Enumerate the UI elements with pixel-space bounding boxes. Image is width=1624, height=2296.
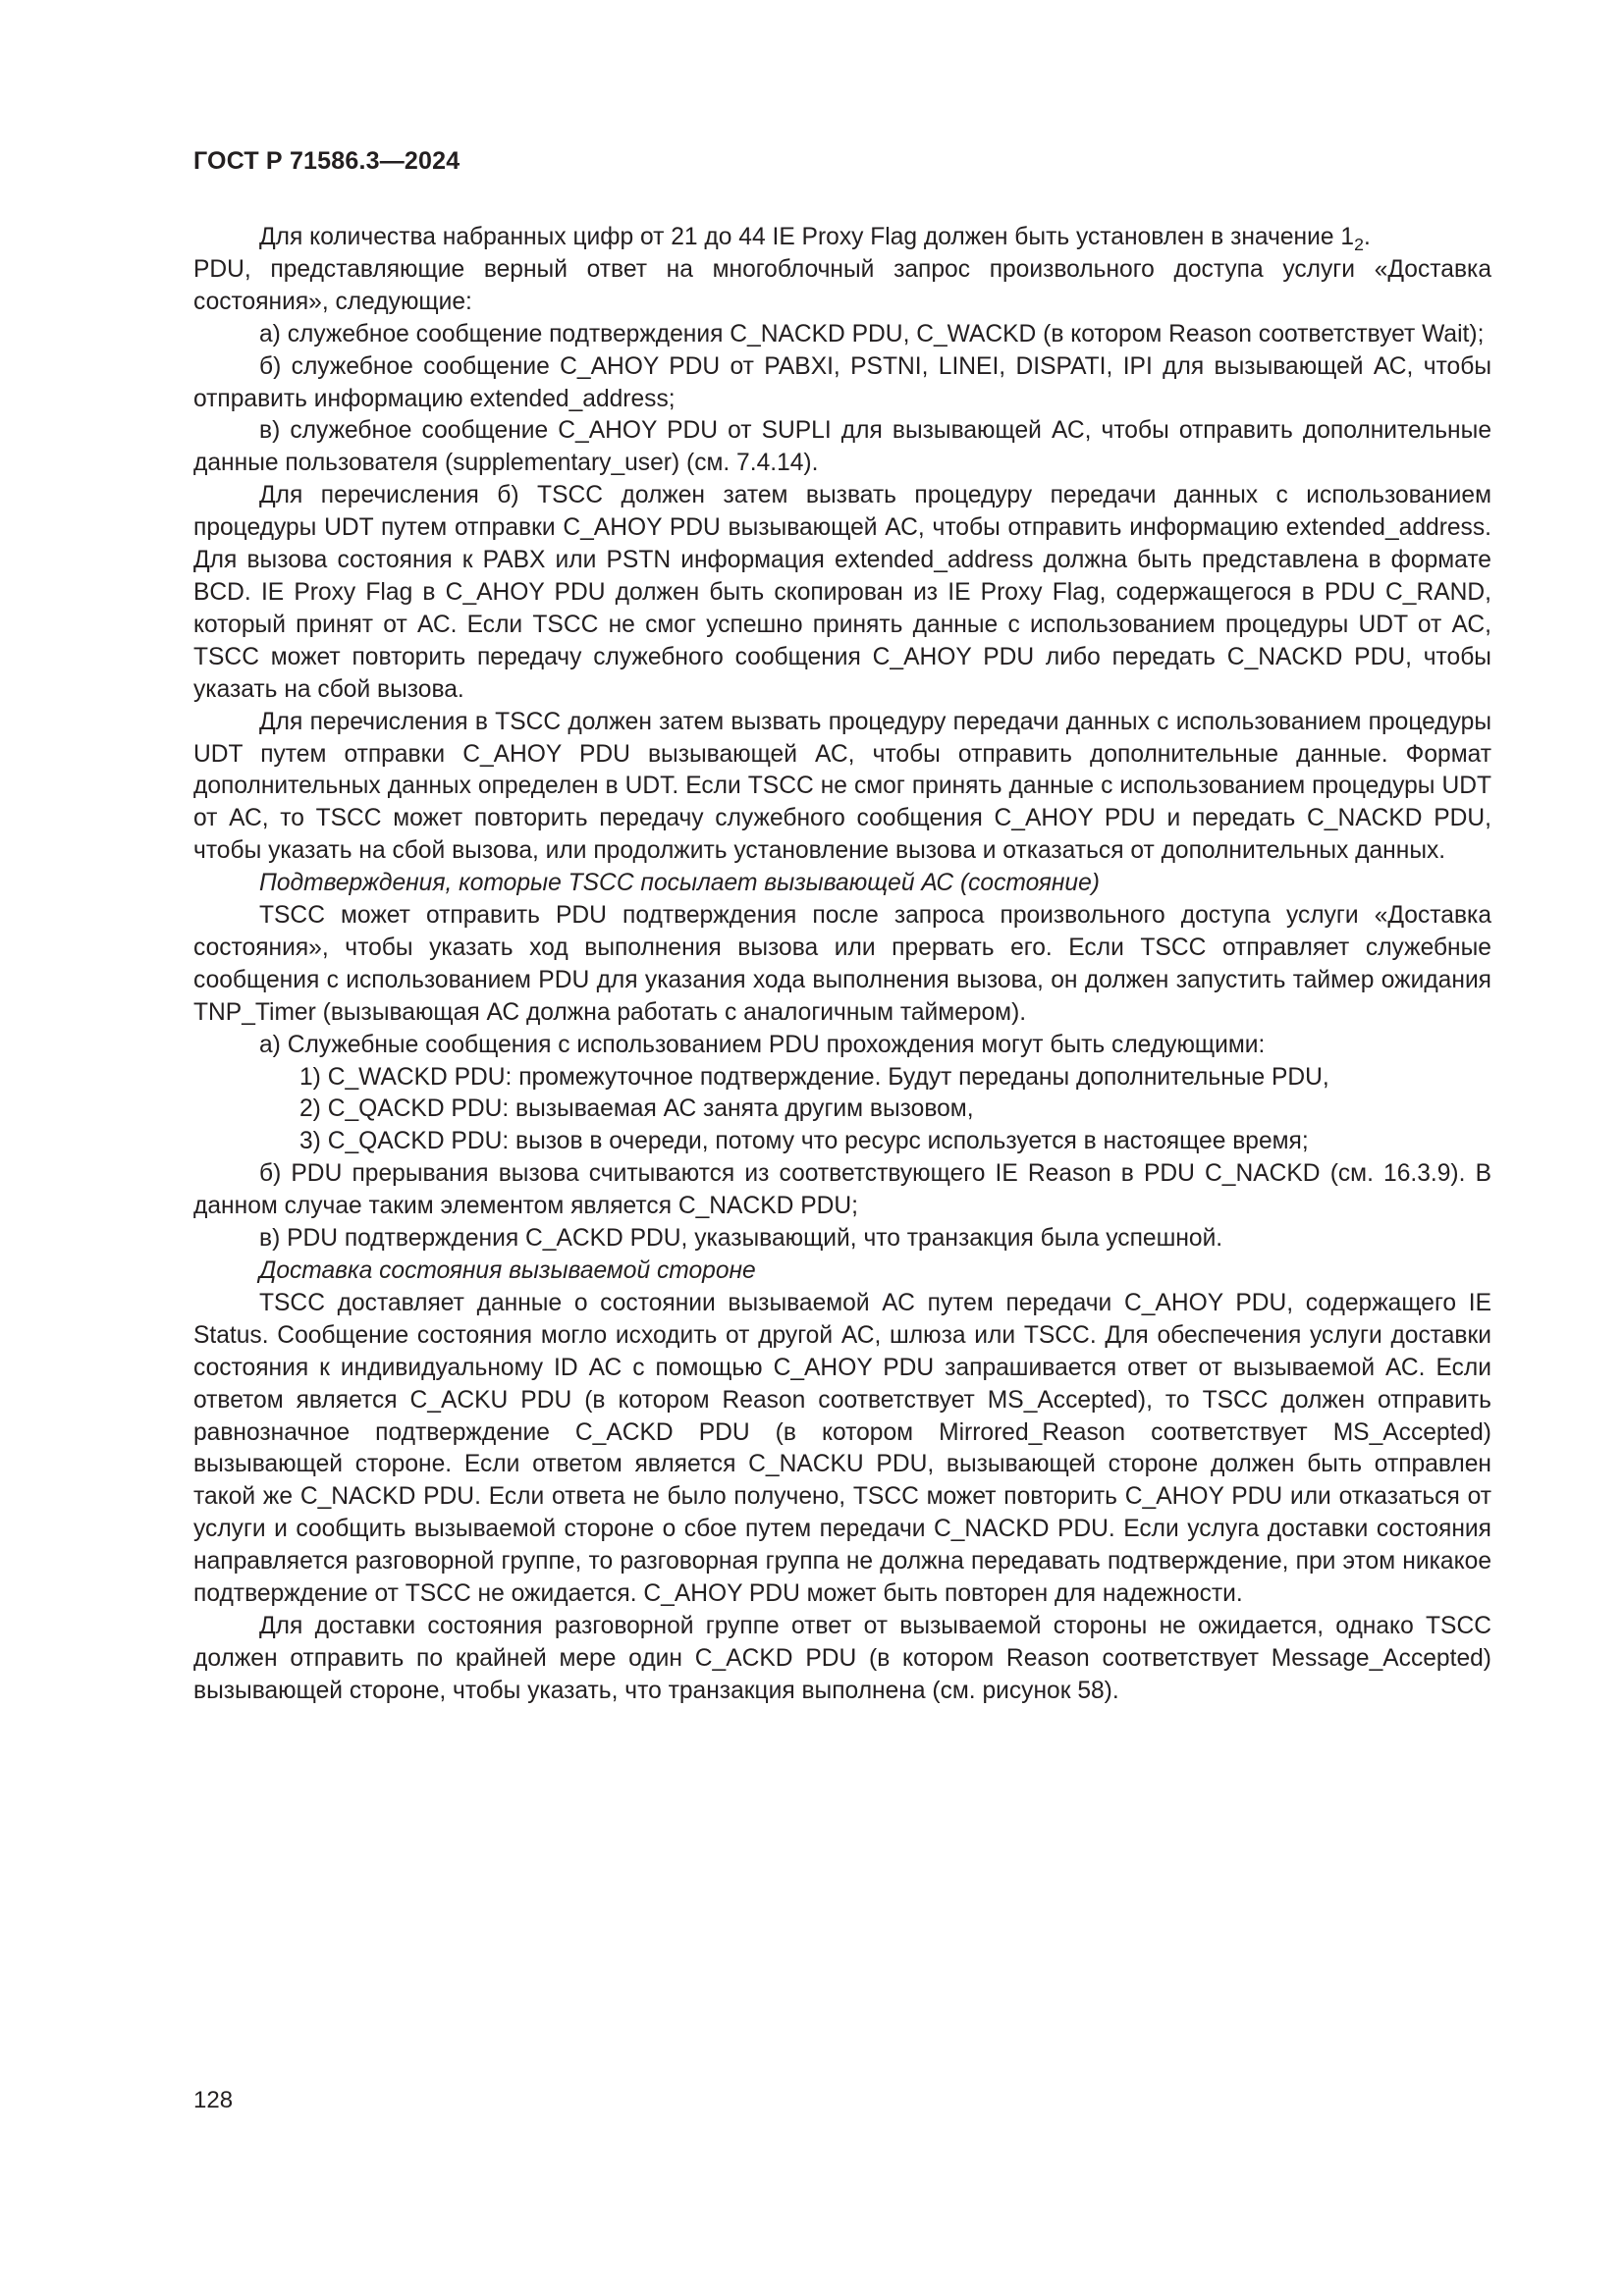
paragraph: Для перечисления б) TSCC должен затем вызвать процедуру передачи данных с использованием процедуры UDT путем отправки C_AHOY PDU вызывающей АС, чтобы отправить информацию extended_address. Для вызова состояния к PABX или PSTN информация extended_address должна быть представлена в формате BCD. IE Proxy Flag в C_AHOY PDU должен быть скопирован из IE Proxy Flag, содержащегося в PDU C_RAND, который принят от АС. Если TSCC не смог успешно принять данные с использованием процедуры UDT от АС, TSCC может повторить передачу служебного сообщения C_AHOY PDU либо передать C_NACKD PDU, чтобы указать на сбой вызова. <box>193 482 1491 703</box>
paragraph <box>193 222 1491 254</box>
page-number: 128 <box>193 2087 234 2113</box>
paragraph: TSCC может отправить PDU подтверждения после запроса произвольного доступа услуги «Доставка состояния», чтобы указать ход выполнения вызова или прервать его. Если TSCC отправляет служебные сообщения с использованием PDU для указания хода выполнения вызова, он должен запустить таймер ожидания TNP_Timer (вызывающая АС должна работать с аналогичным таймером). <box>193 902 1491 1026</box>
paragraph: Для перечисления в TSCC должен затем вызвать процедуру передачи данных с использованием процедуры UDT путем отправки C_AHOY PDU вызывающей АС, чтобы отправить дополнительные данные. Формат дополнительных данных определен в UDT. Если TSCC не смог принять данные с использованием процедуры UDT от АС, то TSCC может повторить передачу служебного сообщения C_AHOY PDU и передать C_NACKD PDU, чтобы указать на сбой вызова, или продолжить установление вызова и отказаться от дополнительных данных. <box>193 708 1491 865</box>
list-item: в) PDU подтверждения C_ACKD PDU, указывающий, что транзакция была успешной. <box>259 1225 1223 1253</box>
paragraph-text: Для количества набранных цифр от 21 до 44 IE Proxy Flag должен быть установлен в значение 1 <box>259 224 1355 250</box>
body-text <box>193 222 1491 1708</box>
list-item: б) PDU прерывания вызова считываются из соответствующего IE Reason в PDU C_NACKD (см. 16.3.9). В данном случае таким элементом является C_NACKD PDU; <box>193 1160 1491 1220</box>
sub-list-item: 2) C_QACKD PDU: вызываемая АС занята другим вызовом, <box>299 1095 974 1123</box>
paragraph: TSCC доставляет данные о состоянии вызываемой АС путем передачи C_AHOY PDU, содержащего IE Status. Сообщение состояния могло исходить от другой АС, шлюза или TSCC. Для обеспечения услуги доставки состояния к индивидуальному ID АС с помощью C_AHOY PDU запрашивается ответ от вызываемой АС. Если ответом является C_ACKU PDU (в котором Reason соответствует MS_Accepted), то TSCC должен отправить равнозначное подтверждение C_ACKD PDU (в котором Mirrored_Reason соответствует MS_Accepted) вызывающей стороне. Если ответом является C_NACKU PDU, вызывающей стороне должен быть отправлен такой же C_NACKD PDU. Если ответа не было получено, TSCC может повторить C_AHOY PDU или отказаться от услуги и сообщить вызываемой стороне о сбое путем передачи C_NACKD PDU. Если услуга доставки состояния направляется разговорной группе, то разговорная группа не должна передавать подтверждение, при этом никакое подтверждение от TSCC не ожидается. C_AHOY PDU может быть повторен для надежности. <box>193 1289 1491 1608</box>
sub-list-item: 1) C_WACKD PDU: промежуточное подтверждение. Будут переданы дополнительные PDU, <box>299 1063 1329 1091</box>
document-header: ГОСТ Р 71586.3—2024 <box>193 147 460 175</box>
paragraph: PDU, представляющие верный ответ на многоблочный запрос произвольного доступа услуги «Доставка состояния», следующие: <box>193 255 1491 315</box>
list-item: а) Служебные сообщения с использованием PDU прохождения могут быть следующими: <box>259 1031 1266 1058</box>
section-heading: Доставка состояния вызываемой стороне <box>259 1257 756 1284</box>
section-heading: Подтверждения, которые TSCC посылает вызывающей АС (состояние) <box>259 870 1100 897</box>
list-item: в) служебное сообщение C_AHOY PDU от SUPLI для вызывающей АС, чтобы отправить дополнительные данные пользователя (supplementary_user) (см. 7.4.14). <box>193 417 1491 477</box>
list-item: а) служебное сообщение подтверждения C_NACKD PDU, C_WACKD (в котором Reason соответствует Wait); <box>259 320 1485 347</box>
paragraph: Для доставки состояния разговорной группе ответ от вызываемой стороны не ожидается, однако TSCC должен отправить по крайней мере один C_ACKD PDU (в котором Reason соответствует Message_Accepted) вызывающей стороне, чтобы указать, что транзакция выполнена (см. рисунок 58). <box>193 1612 1491 1704</box>
paragraph-tail: . <box>1363 224 1371 250</box>
subscript: 2 <box>1354 235 1364 255</box>
sub-list-item: 3) C_QACKD PDU: вызов в очереди, потому что ресурс используется в настоящее время; <box>299 1128 1309 1155</box>
list-item: б) служебное сообщение C_AHOY PDU от PABXI, PSTNI, LINEI, DISPATI, IPI для вызывающей АС, чтобы отправить информацию extended_address; <box>193 352 1491 412</box>
